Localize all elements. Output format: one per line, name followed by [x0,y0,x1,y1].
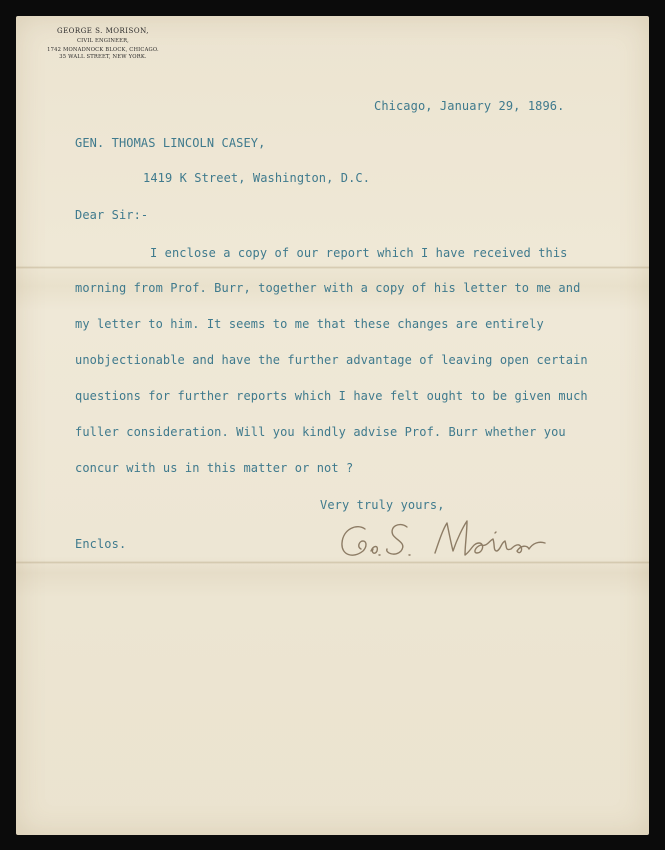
letterhead-address-chicago: 1742 MONADNOCK BLOCK, CHICAGO. [47,47,159,53]
letterhead [38,27,168,60]
letterhead-address-newyork: 35 WALL STREET, NEW YORK. [59,54,147,60]
body-line: unobjectionable and have the further advantage of leaving open certain [75,353,588,367]
letterhead-title: CIVIL ENGINEER, [76,38,130,44]
date-line: Chicago, January 29, 1896. [374,99,565,113]
handwritten-signature [335,515,565,565]
letterhead-name: GEORGE S. MORISON, [56,27,149,35]
recipient-address: 1419 K Street, Washington, D.C. [143,171,371,185]
body-line: I enclose a copy of our report which I have received this [150,246,568,260]
body-line: morning from Prof. Burr, together with a copy of his letter to me and [75,281,581,295]
closing: Very truly yours, [320,498,445,512]
recipient-name: GEN. THOMAS LINCOLN CASEY, [75,136,266,150]
body-line: my letter to him. It seems to me that these changes are entirely [75,317,544,331]
fold-line-upper [16,266,649,269]
salutation: Dear Sir:- [75,208,149,222]
body-line: concur with us in this matter or not ? [75,461,354,475]
body-line: fuller consideration. Will you kindly advise Prof. Burr whether you [75,425,566,439]
body-line: questions for further reports which I have felt ought to be given much [75,389,588,403]
enclosure-note: Enclos. [75,537,127,551]
